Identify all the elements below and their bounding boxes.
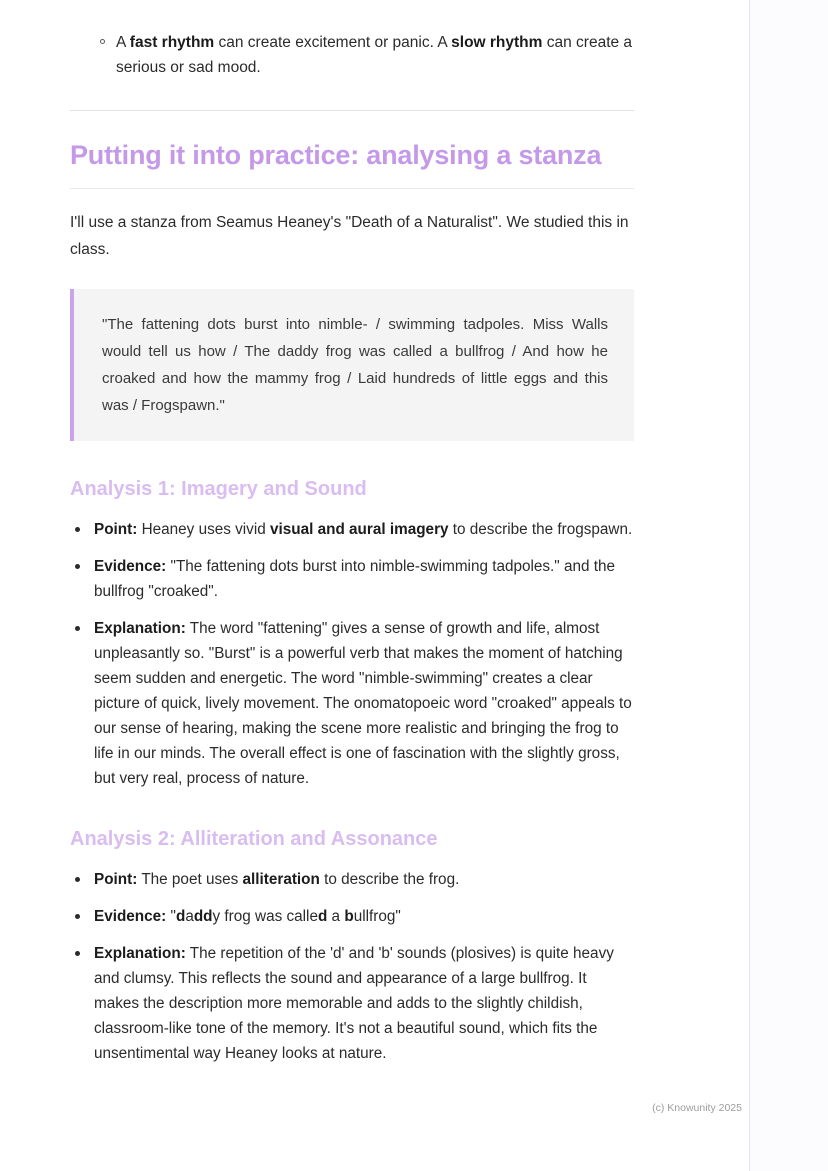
- list-item-explanation: [70, 941, 634, 1066]
- list-item: [70, 30, 634, 80]
- analysis-2-title: Analysis 2: Alliteration and Assonance: [70, 828, 438, 850]
- title-underline: [70, 188, 634, 189]
- list-item-evidence: [70, 904, 634, 929]
- rhythm-note-suffix: can create a serious or sad mood.: [116, 34, 633, 76]
- evidence-bold-4: b: [344, 908, 354, 925]
- rhythm-note-bold-slow: slow rhythm: [451, 34, 543, 51]
- stanza-quote-block: [70, 289, 634, 441]
- evidence-bold-2: dd: [193, 908, 213, 925]
- list-item-point: [70, 867, 634, 892]
- list-item-point: [70, 517, 634, 542]
- point-bold: alliteration: [242, 871, 320, 888]
- evidence-label: Evidence:: [94, 558, 167, 575]
- point-text-a: Heaney uses vivid: [137, 521, 270, 538]
- point-label: Point:: [94, 521, 138, 538]
- point-text-b: to describe the frog.: [319, 871, 460, 888]
- rhythm-note-prefix: A: [116, 34, 130, 51]
- explanation-text: The word "fattening" gives a sense of growth and life, almost unpleasantly so. "Burst" is a powerful verb that makes the moment of hatching seem sudden and energetic. The word "nimble-swimming" creates a clear picture of quick, lively movement. The onomatopoeic word "croaked" appeals to our sense of hearing, making the scene more realistic and bringing the frog to life in our minds. The overall effect is one of fascination with the slightly gross, but very real, process of nature.: [94, 620, 632, 787]
- rhythm-note-list: [70, 30, 634, 80]
- evidence-seg-5: ullfrog": [353, 908, 401, 925]
- section-divider: [70, 110, 634, 111]
- point-text-b: to describe the frogspawn.: [448, 521, 633, 538]
- evidence-label: Evidence:: [94, 908, 167, 925]
- evidence-bold-3: d: [317, 908, 328, 925]
- right-margin-rail: [749, 0, 828, 1171]
- rhythm-note-mid: can create excitement or panic. A: [214, 34, 452, 51]
- section-intro: I'll use a stanza from Seamus Heaney's "Death of a Naturalist". We studied this in class.: [70, 214, 629, 258]
- explanation-label: Explanation:: [94, 620, 186, 637]
- copyright-note: (c) Knowunity 2025: [652, 1102, 742, 1114]
- evidence-seg-1: ": [166, 908, 176, 925]
- evidence-seg-2: a: [185, 908, 194, 925]
- list-item-evidence: [70, 554, 634, 604]
- rhythm-note-bold-fast: fast rhythm: [129, 34, 215, 51]
- analysis-1-list: [70, 517, 634, 791]
- stanza-quote-text: "The fattening dots burst into nimble- / swimming tadpoles. Miss Walls would tell us how / The daddy frog was called a bullfrog / And how he croaked and how the mammy frog / Laid hundreds of little eggs and this was / Frogspawn.": [102, 316, 608, 414]
- evidence-seg-3: y frog was calle: [212, 908, 318, 925]
- page-title: Putting it into practice: analysing a stanza: [70, 140, 602, 170]
- evidence-text: "The fattening dots burst into nimble-swimming tadpoles." and the bullfrog "croaked".: [94, 558, 616, 600]
- document-content: [70, 30, 634, 1066]
- evidence-seg-4: a: [327, 908, 345, 925]
- explanation-label: Explanation:: [94, 945, 186, 962]
- evidence-bold-1: d: [175, 908, 186, 925]
- point-label: Point:: [94, 871, 138, 888]
- analysis-2-list: [70, 867, 634, 1066]
- list-item-explanation: [70, 616, 634, 791]
- explanation-text: The repetition of the 'd' and 'b' sounds (plosives) is quite heavy and clumsy. This reflects the sound and appearance of a large bullfrog. It makes the description more memorable and adds to the slightly childish, classroom-like tone of the memory. It's not a beautiful sound, which fits the unsentimental way Heaney looks at nature.: [94, 945, 614, 1062]
- analysis-1-title: Analysis 1: Imagery and Sound: [70, 478, 367, 500]
- point-text-a: The poet uses: [137, 871, 243, 888]
- point-bold: visual and aural imagery: [269, 521, 449, 538]
